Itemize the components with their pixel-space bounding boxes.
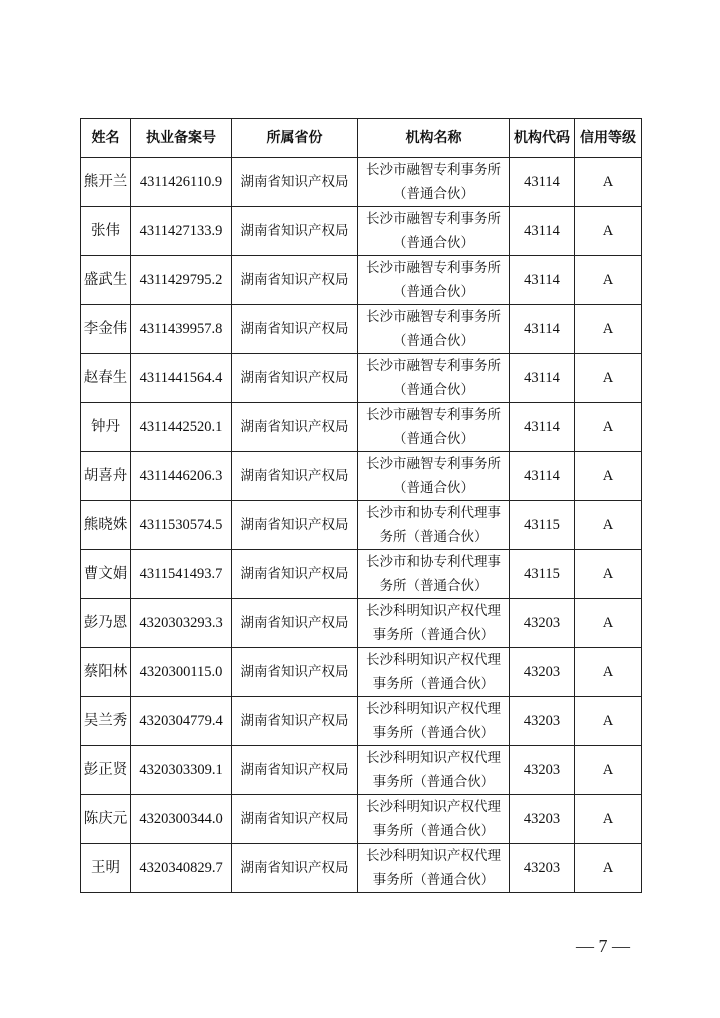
cell-name: 李金伟 (81, 305, 131, 354)
header-name: 姓名 (81, 119, 131, 158)
cell-registration-number: 4320340829.7 (131, 844, 232, 893)
cell-organization-code: 43115 (510, 550, 575, 599)
cell-registration-number: 4320303309.1 (131, 746, 232, 795)
table-row (81, 256, 642, 305)
header-province: 所属省份 (232, 119, 358, 158)
cell-organization-code: 43114 (510, 256, 575, 305)
cell-registration-number: 4311442520.1 (131, 403, 232, 452)
cell-name: 熊开兰 (81, 158, 131, 207)
cell-organization: 长沙市融智专利事务所（普通合伙） (358, 354, 510, 403)
cell-province: 湖南省知识产权局 (232, 599, 358, 648)
cell-credit-grade: A (575, 550, 642, 599)
cell-registration-number: 4320303293.3 (131, 599, 232, 648)
cell-credit-grade: A (575, 207, 642, 256)
cell-credit-grade: A (575, 403, 642, 452)
cell-credit-grade: A (575, 697, 642, 746)
table-row (81, 305, 642, 354)
agent-credit-table (80, 118, 642, 893)
cell-organization-code: 43114 (510, 158, 575, 207)
table-row (81, 648, 642, 697)
cell-organization: 长沙市融智专利事务所（普通合伙） (358, 452, 510, 501)
cell-organization: 长沙科明知识产权代理事务所（普通合伙） (358, 599, 510, 648)
cell-credit-grade: A (575, 648, 642, 697)
cell-credit-grade: A (575, 452, 642, 501)
cell-registration-number: 4311541493.7 (131, 550, 232, 599)
cell-name: 熊晓姝 (81, 501, 131, 550)
cell-organization: 长沙市融智专利事务所（普通合伙） (358, 256, 510, 305)
cell-credit-grade: A (575, 158, 642, 207)
cell-organization-code: 43114 (510, 354, 575, 403)
header-credit-grade: 信用等级 (575, 119, 642, 158)
cell-name: 曹文娟 (81, 550, 131, 599)
table-row (81, 795, 642, 844)
cell-organization-code: 43114 (510, 305, 575, 354)
cell-province: 湖南省知识产权局 (232, 403, 358, 452)
cell-registration-number: 4320304779.4 (131, 697, 232, 746)
table-row (81, 452, 642, 501)
cell-registration-number: 4311429795.2 (131, 256, 232, 305)
cell-name: 吴兰秀 (81, 697, 131, 746)
cell-organization: 长沙市融智专利事务所（普通合伙） (358, 305, 510, 354)
table-row (81, 697, 642, 746)
cell-credit-grade: A (575, 354, 642, 403)
cell-credit-grade: A (575, 795, 642, 844)
cell-credit-grade: A (575, 305, 642, 354)
cell-organization-code: 43203 (510, 697, 575, 746)
cell-province: 湖南省知识产权局 (232, 158, 358, 207)
table-header-row (81, 119, 642, 158)
header-registration-number: 执业备案号 (131, 119, 232, 158)
cell-name: 赵春生 (81, 354, 131, 403)
cell-organization: 长沙市融智专利事务所（普通合伙） (358, 403, 510, 452)
cell-province: 湖南省知识产权局 (232, 452, 358, 501)
cell-organization-code: 43114 (510, 452, 575, 501)
table-row (81, 844, 642, 893)
cell-organization: 长沙市和协专利代理事务所（普通合伙） (358, 501, 510, 550)
cell-name: 王明 (81, 844, 131, 893)
cell-organization-code: 43203 (510, 795, 575, 844)
table-row (81, 550, 642, 599)
cell-registration-number: 4311427133.9 (131, 207, 232, 256)
cell-organization: 长沙市和协专利代理事务所（普通合伙） (358, 550, 510, 599)
cell-province: 湖南省知识产权局 (232, 305, 358, 354)
cell-credit-grade: A (575, 746, 642, 795)
cell-organization: 长沙科明知识产权代理事务所（普通合伙） (358, 697, 510, 746)
cell-name: 陈庆元 (81, 795, 131, 844)
cell-registration-number: 4320300115.0 (131, 648, 232, 697)
page-number: — 7 — (576, 936, 630, 956)
cell-province: 湖南省知识产权局 (232, 697, 358, 746)
cell-name: 彭正贤 (81, 746, 131, 795)
cell-organization-code: 43115 (510, 501, 575, 550)
cell-province: 湖南省知识产权局 (232, 550, 358, 599)
cell-organization: 长沙科明知识产权代理事务所（普通合伙） (358, 746, 510, 795)
cell-organization-code: 43203 (510, 746, 575, 795)
cell-name: 盛武生 (81, 256, 131, 305)
cell-name: 蔡阳林 (81, 648, 131, 697)
table-row (81, 207, 642, 256)
cell-organization: 长沙科明知识产权代理事务所（普通合伙） (358, 648, 510, 697)
table-row (81, 599, 642, 648)
cell-name: 钟丹 (81, 403, 131, 452)
cell-organization-code: 43114 (510, 403, 575, 452)
cell-organization: 长沙科明知识产权代理事务所（普通合伙） (358, 844, 510, 893)
cell-credit-grade: A (575, 501, 642, 550)
table-row (81, 158, 642, 207)
cell-province: 湖南省知识产权局 (232, 844, 358, 893)
cell-organization: 长沙市融智专利事务所（普通合伙） (358, 158, 510, 207)
table-row (81, 746, 642, 795)
cell-credit-grade: A (575, 599, 642, 648)
cell-province: 湖南省知识产权局 (232, 501, 358, 550)
cell-credit-grade: A (575, 256, 642, 305)
cell-registration-number: 4311530574.5 (131, 501, 232, 550)
cell-name: 胡喜舟 (81, 452, 131, 501)
cell-province: 湖南省知识产权局 (232, 207, 358, 256)
cell-organization: 长沙市融智专利事务所（普通合伙） (358, 207, 510, 256)
cell-province: 湖南省知识产权局 (232, 795, 358, 844)
cell-organization-code: 43203 (510, 648, 575, 697)
cell-province: 湖南省知识产权局 (232, 256, 358, 305)
table-row (81, 501, 642, 550)
cell-organization-code: 43203 (510, 844, 575, 893)
cell-province: 湖南省知识产权局 (232, 354, 358, 403)
cell-registration-number: 4320300344.0 (131, 795, 232, 844)
cell-organization: 长沙科明知识产权代理事务所（普通合伙） (358, 795, 510, 844)
cell-registration-number: 4311441564.4 (131, 354, 232, 403)
cell-name: 张伟 (81, 207, 131, 256)
table-row (81, 403, 642, 452)
cell-registration-number: 4311426110.9 (131, 158, 232, 207)
cell-province: 湖南省知识产权局 (232, 746, 358, 795)
cell-organization-code: 43114 (510, 207, 575, 256)
cell-name: 彭乃恩 (81, 599, 131, 648)
cell-organization-code: 43203 (510, 599, 575, 648)
cell-registration-number: 4311439957.8 (131, 305, 232, 354)
table-row (81, 354, 642, 403)
cell-registration-number: 4311446206.3 (131, 452, 232, 501)
header-organization-code: 机构代码 (510, 119, 575, 158)
cell-credit-grade: A (575, 844, 642, 893)
header-organization: 机构名称 (358, 119, 510, 158)
cell-province: 湖南省知识产权局 (232, 648, 358, 697)
